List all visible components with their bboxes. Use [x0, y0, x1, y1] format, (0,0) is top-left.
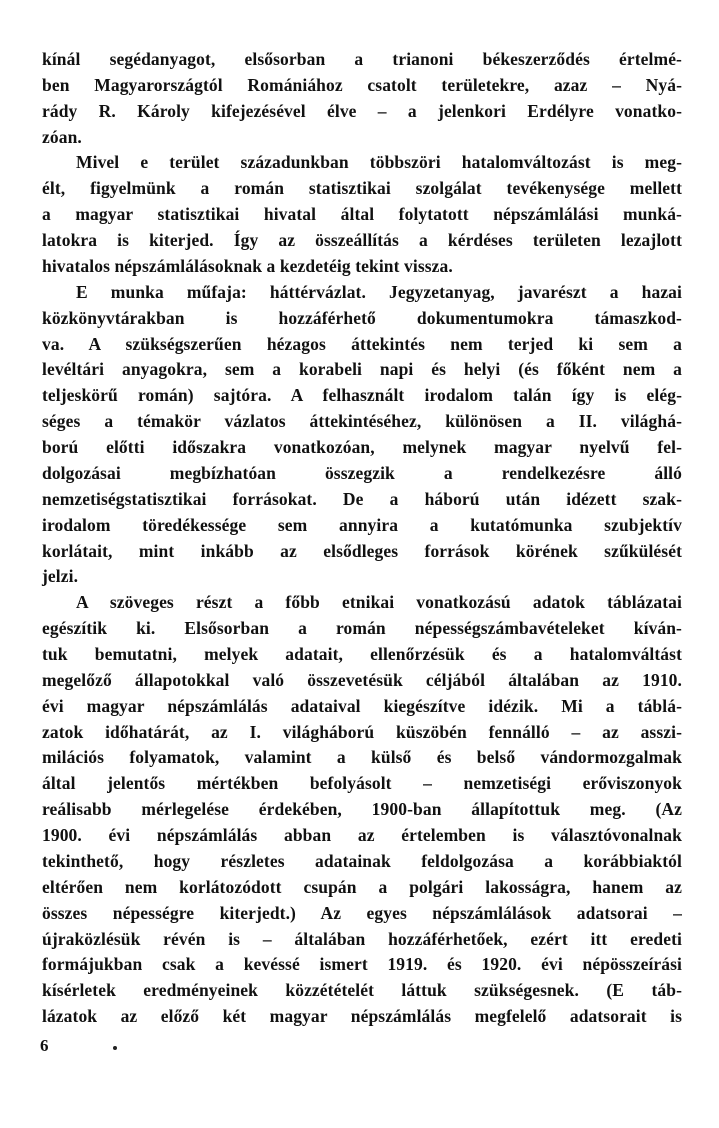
text-line: tekinthető, hogy részletes adatainak feldolgozása a korábbiaktól	[42, 850, 682, 871]
text-line: A szöveges részt a főbb etnikai vonatkozású adatok táblázatai	[76, 592, 682, 613]
text-line: korlátait, mint inkább az elsődleges források körének szűkülését	[42, 540, 682, 561]
text-line: jelzi.	[42, 566, 79, 587]
text-line: megelőző állapotokkal való összevetésük céljából általában az 1910.	[42, 669, 682, 690]
text-line: tuk bemutatni, melyek adatait, ellenőrzésük és a hatalomváltást	[42, 643, 682, 664]
text-line: kísérletek eredményeinek közzétételét láttuk szükségesnek. (E táb-	[42, 980, 682, 1001]
page-mark-dot	[113, 1046, 117, 1050]
text-line: kínál segédanyagot, elsősorban a trianoni békeszerződés értelmé-	[42, 49, 682, 69]
text-line: séges a témakör vázlatos áttekintéséhez, különösen a II. világhá-	[42, 411, 682, 432]
text-line: zóan.	[42, 126, 82, 147]
text-line: ben Magyarországtól Romániához csatolt területekre, azaz – Nyá-	[42, 74, 682, 95]
text-line: levéltári anyagokra, sem a korabeli napi és helyi (és főként nem a	[42, 359, 682, 380]
text-line: reálisabb mérlegelése érdekében, 1900-ban állapítottuk meg. (Az	[42, 799, 682, 820]
text-line: rády R. Károly kifejezésével élve – a jelenkori Erdélyre vonatko-	[42, 100, 682, 121]
text-line: 1900. évi népszámlálás abban az értelemben is választóvonalnak	[42, 825, 682, 846]
text-line: közkönyvtárakban is hozzáférhető dokumentumokra támaszkod-	[42, 307, 682, 328]
text-line: nemzetiségstatisztikai forrásokat. De a háború után idézett szak-	[42, 488, 682, 509]
text-line: ború előtti időszakra vonatkozóan, melynek magyar nyelvű fel-	[42, 437, 682, 458]
text-line: lázatok az előző két magyar népszámlálás megfelelő adatsorait is	[42, 1006, 682, 1027]
text-line: évi magyar népszámlálás adataival kiegészítve idézik. Mi a táblá-	[42, 695, 682, 716]
text-line: élt, figyelmünk a román statisztikai szolgálat tevékenysége mellett	[42, 178, 682, 199]
text-line: összes népességre kiterjedt.) Az egyes népszámlálások adatsorai –	[42, 902, 682, 923]
text-line: által jelentős mértékben befolyásolt – nemzetiségi erőviszonyok	[42, 773, 682, 794]
page-number: 6	[40, 1036, 49, 1055]
text-line: a magyar statisztikai hivatal által folytatott népszámlálási munká-	[42, 204, 682, 225]
text-line: formájukban csak a kevéssé ismert 1919. és 1920. évi népösszeírási	[42, 954, 682, 975]
text-line: zatok időhatárát, az I. világháború küszöbén fennálló – az asszi-	[42, 721, 682, 742]
text-line: E munka műfaja: háttérvázlat. Jegyzetanyag, javarészt a hazai	[76, 281, 682, 302]
text-line: újraközlésük révén is – általában hozzáférhetőek, ezért itt eredeti	[42, 928, 682, 949]
text-line: va. A szükségszerűen hézagos áttekintés nem terjed ki sem a	[42, 333, 682, 354]
text-line: hivatalos népszámlálásoknak a kezdetéig tekint vissza.	[42, 255, 453, 276]
text-line: dolgozásai megbízhatóan összegzik a rendelkezésre álló	[42, 462, 682, 483]
text-line: egészítik ki. Elsősorban a román népességszámbavételeket kíván-	[42, 618, 682, 639]
text-line: milációs folyamatok, valamint a külső és belső vándormozgalmak	[42, 747, 682, 768]
text-line: eltérően nem korlátozódott csupán a polgári lakosságra, hanem az	[42, 876, 682, 897]
text-line: Mivel e terület századunkban többszöri hatalomváltozást is meg-	[76, 152, 682, 173]
text-line: teljeskörű román) sajtóra. A felhasznált irodalom talán így is elég-	[42, 385, 682, 406]
text-line: latokra is kiterjed. Így az összeállítás a kérdéses területen lezajlott	[42, 230, 682, 251]
text-line: irodalom töredékessége sem annyira a kutatómunka szubjektív	[42, 514, 682, 535]
